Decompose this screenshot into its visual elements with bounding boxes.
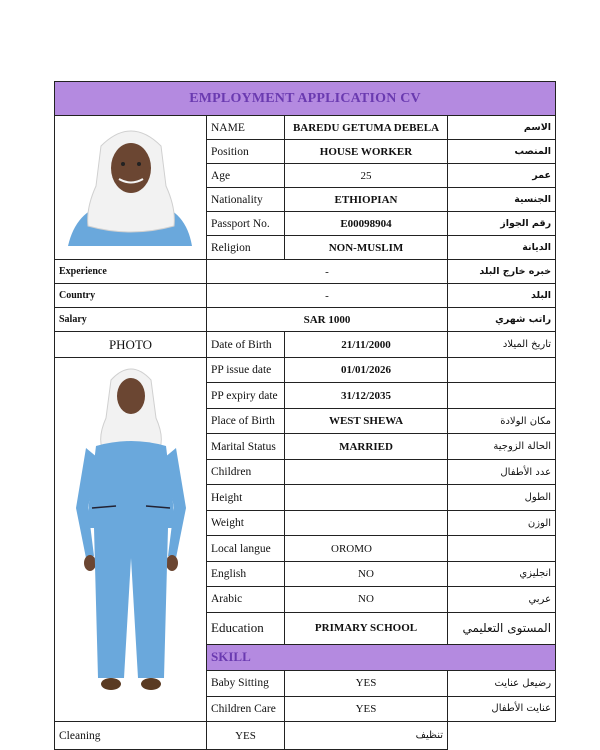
value-salary: SAR 1000 (207, 308, 448, 332)
label-religion: Religion (207, 236, 285, 260)
skill-header: SKILL (207, 644, 556, 671)
label-nationality: Nationality (207, 188, 285, 212)
arabic-experience: خبره خارج البلد (448, 260, 556, 284)
arabic-passport: رقم الجواز (448, 212, 556, 236)
value-name: BAREDU GETUMA DEBELA (285, 116, 448, 140)
arabic-children-care: عنايت الأطفال (448, 696, 556, 722)
arabic-position: المنصب (448, 140, 556, 164)
value-children (285, 459, 448, 484)
arabic-religion: الديانة (448, 236, 556, 260)
arabic-pp-expiry (448, 383, 556, 408)
arabic-salary: راتب شهري (448, 308, 556, 332)
label-cleaning: Cleaning (55, 722, 207, 750)
arabic-height: الطول (448, 485, 556, 510)
value-marital-status: MARRIED (285, 434, 448, 459)
label-age: Age (207, 164, 285, 188)
arabic-nationality: الجنسية (448, 188, 556, 212)
label-children: Children (207, 459, 285, 484)
arabic-cleaning: تنظيف (285, 722, 448, 750)
arabic-baby-sitting: رضيعل عنايت (448, 671, 556, 696)
label-children-care: Children Care (207, 696, 285, 722)
person-headshot-icon (56, 116, 206, 256)
label-dob: Date of Birth (207, 332, 285, 358)
arabic-children: عدد الأطفال (448, 459, 556, 484)
label-arabic: Arabic (207, 587, 285, 612)
value-religion: NON-MUSLIM (285, 236, 448, 260)
arabic-weight: الوزن (448, 510, 556, 535)
label-education: Education (207, 612, 285, 644)
arabic-country: البلد (448, 284, 556, 308)
label-pp-issue: PP issue date (207, 358, 285, 383)
label-passport: Passport No. (207, 212, 285, 236)
label-country: Country (55, 284, 207, 308)
headshot-photo (55, 116, 207, 260)
value-country: - (207, 284, 448, 308)
photo-label: PHOTO (55, 332, 207, 358)
value-place-of-birth: WEST SHEWA (285, 408, 448, 433)
value-pp-expiry: 31/12/2035 (285, 383, 448, 408)
value-age: 25 (285, 164, 448, 188)
label-marital-status: Marital Status (207, 434, 285, 459)
label-place-of-birth: Place of Birth (207, 408, 285, 433)
value-dob: 21/11/2000 (285, 332, 448, 358)
value-arabic: NO (285, 587, 448, 612)
value-children-care: YES (285, 696, 448, 722)
value-english: NO (285, 561, 448, 586)
value-local-language: OROMO (285, 536, 448, 561)
value-cleaning: YES (207, 722, 285, 750)
person-full-body-icon (56, 358, 206, 718)
cv-sheet (54, 81, 555, 742)
label-local-language: Local langue (207, 536, 285, 561)
arabic-place-of-birth: مكان الولادة (448, 408, 556, 433)
full-body-photo (55, 358, 207, 722)
value-pp-issue: 01/01/2026 (285, 358, 448, 383)
label-english: English (207, 561, 285, 586)
arabic-marital-status: الحالة الزوجية (448, 434, 556, 459)
label-salary: Salary (55, 308, 207, 332)
cv-table (54, 81, 556, 750)
arabic-pp-issue (448, 358, 556, 383)
page-title: EMPLOYMENT APPLICATION CV (55, 82, 556, 116)
label-height: Height (207, 485, 285, 510)
label-weight: Weight (207, 510, 285, 535)
arabic-dob: تاريخ الميلاد (448, 332, 556, 358)
value-education: PRIMARY SCHOOL (285, 612, 448, 644)
label-experience: Experience (55, 260, 207, 284)
value-position: HOUSE WORKER (285, 140, 448, 164)
label-pp-expiry: PP expiry date (207, 383, 285, 408)
arabic-age: عمر (448, 164, 556, 188)
label-baby-sitting: Baby Sitting (207, 671, 285, 696)
label-name: NAME (207, 116, 285, 140)
value-passport: E00098904 (285, 212, 448, 236)
arabic-name: الاسم (448, 116, 556, 140)
value-height (285, 485, 448, 510)
arabic-arabic: عربي (448, 587, 556, 612)
arabic-local-language (448, 536, 556, 561)
value-baby-sitting: YES (285, 671, 448, 696)
arabic-english: انجليزي (448, 561, 556, 586)
value-weight (285, 510, 448, 535)
arabic-education: المستوى التعليمي (448, 612, 556, 644)
label-position: Position (207, 140, 285, 164)
value-nationality: ETHIOPIAN (285, 188, 448, 212)
value-experience: - (207, 260, 448, 284)
